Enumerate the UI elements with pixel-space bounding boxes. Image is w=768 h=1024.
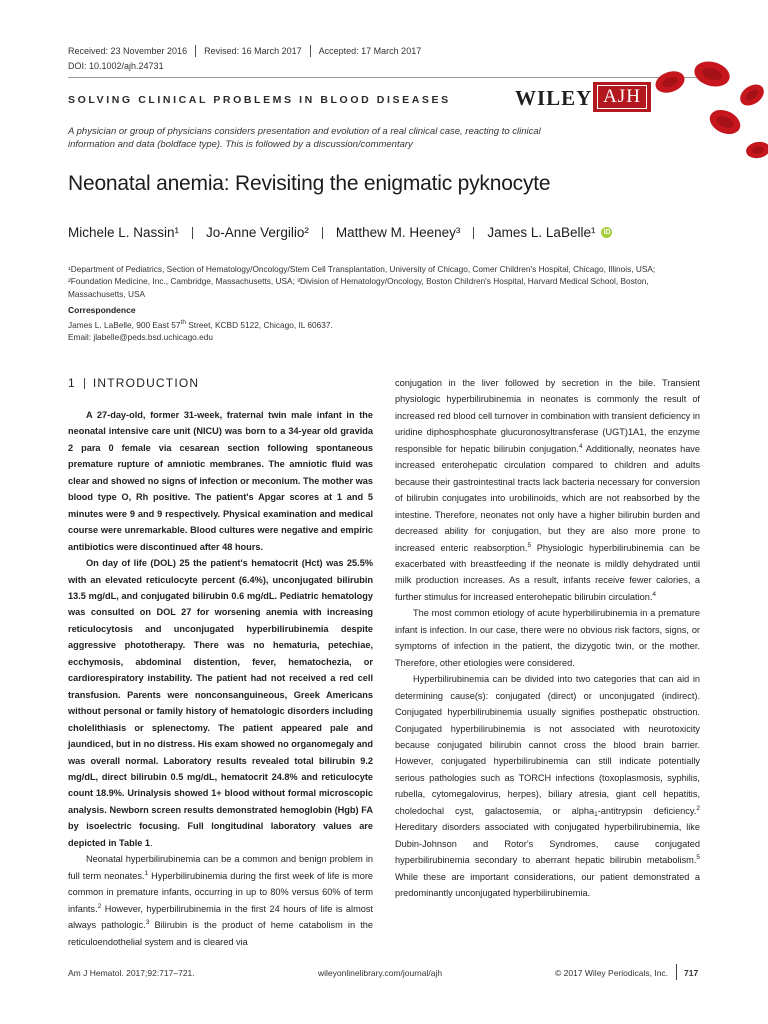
correspondence bbox=[68, 319, 333, 344]
author-name[interactable]: Jo-Anne Vergilio² bbox=[206, 225, 309, 240]
divider bbox=[322, 227, 323, 239]
right-column bbox=[395, 375, 700, 902]
series-description: A physician or group of physicians considers presentation and evolution of a real clinical case, reacting to clinical information and data (boldface type). This is followed by a discussion/commentary bbox=[68, 126, 541, 150]
author-name[interactable]: James L. LaBelle¹ bbox=[487, 225, 596, 240]
orcid-icon[interactable]: iD bbox=[603, 229, 611, 236]
red-cell-icon bbox=[745, 140, 768, 160]
journal-url[interactable]: wileyonlinelibrary.com/journal/ajh bbox=[318, 968, 443, 978]
series-title: SOLVING CLINICAL PROBLEMS IN BLOOD DISEASES bbox=[68, 94, 451, 106]
section-heading bbox=[68, 376, 199, 390]
body-paragraph: Neonatal hyperbilirubinemia can be a common and benign problem in full term neonates.$^1$ Hyperbilirubinemia during the first week of life is more common in premature infants, occurring in up to 80% versus 60% of term infants.$^2$ However, hyperbilirubinemia in the first 24 hours of life is almost always pathologic.$^3$ Bilirubin is the product of heme catabolism in the reticuloendothelial system and is cleared via bbox=[68, 854, 373, 947]
journal-logo: AJH bbox=[593, 82, 651, 112]
body-paragraph: Hyperbilirubinemia can be divided into two categories that can aid in determining cause(s): conjugated (direct) or unconjugated (indirect). Conjugated hyperbilirubinemia usually signifies posthepatic obstruction. Conjugated hyperbilirubinemia is not associated with neurotoxicity because conjugated bilirubin cannot cross the blood brain barrier. However, conjugated hyperbilirubinemia can still indicate potentially serious pathologies such as TORCH infections (toxoplasmosis, syphilis, rubella, cytomegalovirus, herpes), biliary atresia, giant cell hepatitis, choledochal cyst, galactosemia, or alpha$_1$-antitrypsin deficiency.$^2$ Hereditary disorders associated with conjugated hyperbilirubinemia, like Dubin-Johnson and Rotor's Syndromes, cause conjugated hyperbilirubinemia secondary to aberrant hepatic bilirubin metabolism.$^5$ While these are important considerations, our patient demonstrated a predominantly unconjugated hyperbilirubinemia. bbox=[395, 674, 700, 899]
author-name[interactable]: Michele L. Nassin¹ bbox=[68, 225, 180, 240]
accepted-date: Accepted: 17 March 2017 bbox=[318, 46, 422, 56]
left-column bbox=[68, 407, 373, 950]
correspondence-email[interactable]: Email: jlabelle@peds.bsd.uchicago.edu bbox=[68, 332, 213, 343]
divider bbox=[310, 45, 311, 57]
affiliations bbox=[68, 263, 700, 300]
author-name[interactable]: Matthew M. Heeney³ bbox=[335, 225, 461, 240]
journal-citation: Am J Hematol. 2017;92:717–721. bbox=[68, 968, 195, 978]
section-number: 1 bbox=[68, 376, 76, 390]
red-cell-icon bbox=[736, 80, 768, 110]
body-paragraph: The most common etiology of acute hyperbilirubinemia in a premature infant is infection. In our case, there were no obvious risk factors, signs, or symptoms of infection in the patient, the dizygotic twin, or the mother. Therefore, other etiologies were considered. bbox=[395, 608, 700, 668]
red-blood-cells-illustration bbox=[640, 50, 768, 170]
divider bbox=[473, 227, 474, 239]
affiliation-1: ¹Department of Pediatrics, Section of Hematology/Oncology/Stem Cell Transplantation, University of Chicago, Comer Children's Hospital, Chicago, Illinois, USA; bbox=[68, 264, 656, 274]
revised-date: Revised: 16 March 2017 bbox=[204, 46, 302, 56]
correspondence-address: James L. LaBelle, 900 East 57th Street, KCBD 5122, Chicago, IL 60637. bbox=[68, 319, 333, 330]
red-cell-icon bbox=[706, 105, 744, 138]
received-date: Received: 23 November 2016 bbox=[68, 46, 188, 56]
affiliation-2: ²Foundation Medicine, Inc., Cambridge, Massachusetts, USA; ³Division of Hematology/Oncology, Boston Children's Hospital, Harvard Medical School, Boston, Massachusetts, USA bbox=[68, 276, 649, 299]
case-paragraph: On day of life (DOL) 25 the patient's hematocrit (Hct) was 25.5% with an elevated reticulocyte percent (6.4%), unconjugated bilirubin 13.5 mg/dL, and conjugated bilirubin 0.6 mg/dL. Pediatric hematology was consulted on DOL 27 for worsening anemia with increasing reticulocytosis and unconjugated hyperbilirubinemia despite aggressive phototherapy. There was no hematuria, petechiae, ecchymosis, abdominal distention, fever, hematochezia, or cardiorespiratory instability. The patient had not received a red cell transfusion. Parents were nonconsanguineous, Greek Americans without personal or family history of hematologic disorders including cholelithiasis or splenectomy. The patient appeared pale and jaundiced, but in no distress. His exam showed no organomegaly and was overall normal. Laboratory results revealed total bilirubin 9.2 mg/dL, direct bilirubin 0.5 mg/dL, hematocrit 24.8% and reticulocyte count 18.9%. Urinalysis showed 1+ blood without formal microscopic analysis. Newborn screen results demonstrated hemoglobin (Hgb) FA by isoelectric focusing. Full longitudinal laboratory values are depicted in Table 1. bbox=[68, 558, 373, 848]
copyright: © 2017 Wiley Periodicals, Inc. bbox=[555, 968, 669, 978]
red-cell-icon bbox=[652, 67, 687, 96]
article-title: Neonatal anemia: Revisiting the enigmatic pyknocyte bbox=[68, 172, 551, 195]
red-cell-icon bbox=[692, 58, 733, 90]
page-number: 717 bbox=[684, 968, 699, 978]
author-list bbox=[68, 225, 612, 240]
publisher-logo: WILEY bbox=[515, 86, 593, 110]
divider bbox=[195, 45, 196, 57]
section-title: INTRODUCTION bbox=[92, 376, 200, 390]
header-rule bbox=[68, 77, 700, 78]
article-dates bbox=[68, 45, 421, 57]
divider bbox=[676, 964, 677, 980]
case-paragraph: A 27-day-old, former 31-week, fraternal twin male infant in the neonatal intensive care unit (NICU) was born to a 34-year old gravida 2 para 0 female via cesarean section following spontaneous premature rupture of amniotic membranes. The amniotic fluid was clear and showed no signs of infection or meconium. The mother was blood type O, Rh positive. The patient's Apgar scores at 1 and 5 minutes were 9 and 9 respectively. Physical examination and medical course were unremarkable. Blood cultures were negative and empiric antibiotics were discontinued after 48 hours. bbox=[68, 410, 373, 552]
divider bbox=[192, 227, 193, 239]
body-paragraph: conjugation in the liver followed by secretion in the bile. Transient physiologic hyperbilirubinemia in neonates is commonly the result of increased red blood cell turnover in combination with transient deficiency in uridine diphosphosphate glucuronosyltransferase (UGT)1A1, the enzyme responsible for hepatic bilirubin conjugation.$^4$ Additionally, neonates have increased enterohepatic circulation compared to children and adults because their gastrointestinal tracts lack bacteria necessary for conversion of bilirubin conjugates into urobilinoids, which are not reabsorbed by the intestine. Therefore, neonates not only have a higher bilirubin burden and decreased ability for conjugation, but they are also more prone to increased enteric reabsorption.$^5$ Physiologic hyperbilirubinemia can be exacerbated with breastfeeding if the neonate is mildly dehydrated until milk production increases. As a result, infants receive fewer calories, a further stimulus for increased enterohepatic bilirubin circulation.$^4$ bbox=[395, 378, 701, 602]
divider bbox=[84, 378, 85, 389]
doi[interactable]: DOI: 10.1002/ajh.24731 bbox=[68, 61, 164, 71]
correspondence-heading: Correspondence bbox=[68, 305, 136, 315]
